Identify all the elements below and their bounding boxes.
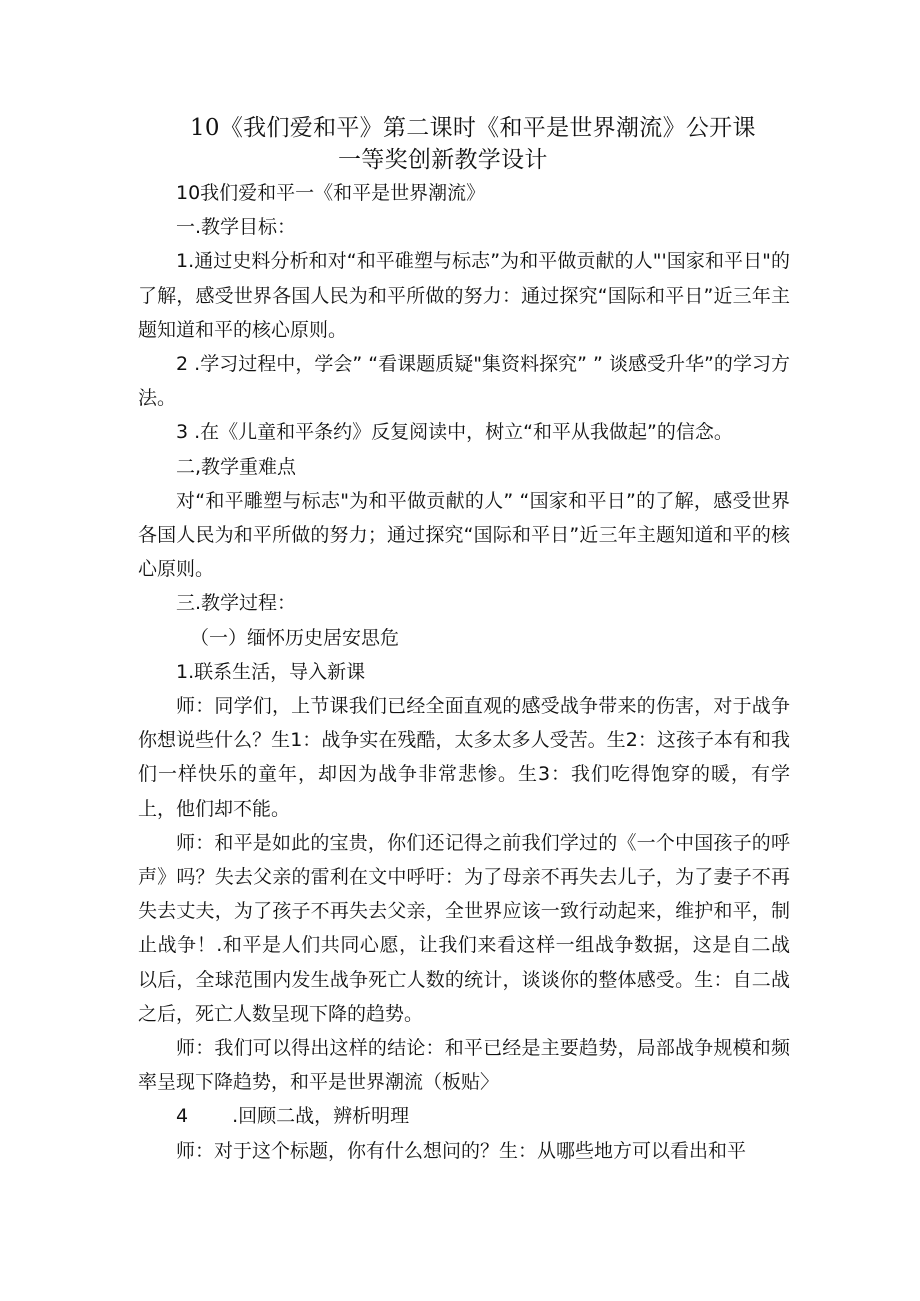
key-points-text: 对“和平雕塑与标志"为和平做贡献的人” “国家和平日”的了解，感受世界各国人民为和平所做的努力；通过探究“国际和平日”近三年主题知道和平的核心原则。 [138, 489, 790, 581]
objective-2: 2 .学习过程中，学会” “看课题质疑"集资料探究” ” 谈感受升华”的学习方法。 [138, 353, 790, 410]
section-heading-objectives: 一.教学目标： [176, 216, 297, 239]
section-heading-process: 三.教学过程： [176, 592, 297, 615]
step-title: .回顾二战，辨析明理 [232, 1105, 410, 1128]
step-number: 4 [176, 1105, 189, 1128]
dialogue-paragraph-1: 师：同学们，上节课我们已经全面直观的感受战争带来的伤害，对于战争你想说些什么？生1：战争实在残酷，太多太多人受苦。生2：这孩子本有和我们一样快乐的童年，却因为战争非常悲惨。生3：我们吃得饱穿的暖，有学上，他们却不能。 [138, 695, 790, 820]
document-title [0, 112, 920, 176]
title-line-2: 一等奖创新教学设计 [338, 147, 548, 173]
step-heading-4 [138, 1099, 790, 1133]
title-line-1: 10《我们爱和平》第二课时《和平是世界潮流》公开课 [190, 115, 756, 141]
document-body [138, 176, 790, 1168]
dialogue-paragraph-4: 师：对于这个标题，你有什么想问的？生：从哪些地方可以看出和平 [176, 1139, 747, 1162]
section-heading-key-points: 二,教学重难点 [176, 455, 297, 478]
objective-1: 1.通过史料分析和对“和平碓塑与标志”为和平做贡献的人"'国家和平日"的了解，感受世界各国人民为和平所做的努力：通过探究“国际和平日”近三年主题知道和平的核心原则。 [138, 250, 790, 341]
lesson-subtitle: 10我们爱和平一《和平是世界潮流》 [176, 182, 486, 204]
dialogue-paragraph-3: 师：我们可以得出这样的结论：和平已经是主要趋势，局部战争规模和频率呈现下降趋势，和平是世界潮流（板贴〉 [138, 1037, 790, 1094]
objective-3: 3 .在《儿童和平条约》反复阅读中，树立“和平从我做起”的信念。 [176, 421, 733, 444]
subsection-heading-1: （一）缅怀历史居安思危 [190, 626, 400, 649]
dialogue-paragraph-2: 师：和平是如此的宝贵，你们还记得之前我们学过的《一个中国孩子的呼声》吗？失去父亲的雷利在文中呼吁：为了母亲不再失去儿子，为了妻子不再失去丈夫，为了孩子不再失去父亲，全世界应该一致行动起来，维护和平，制止战争！.和平是人们共同心愿，让我们来看这样一组战争数据，这是自二战以后，全球范围内发生战争死亡人数的统计，谈谈你的整体感受。生：自二战之后，死亡人数呈现下降的趋势。 [138, 831, 790, 1025]
step-heading-1: 1.联系生活，导入新课 [176, 660, 366, 683]
